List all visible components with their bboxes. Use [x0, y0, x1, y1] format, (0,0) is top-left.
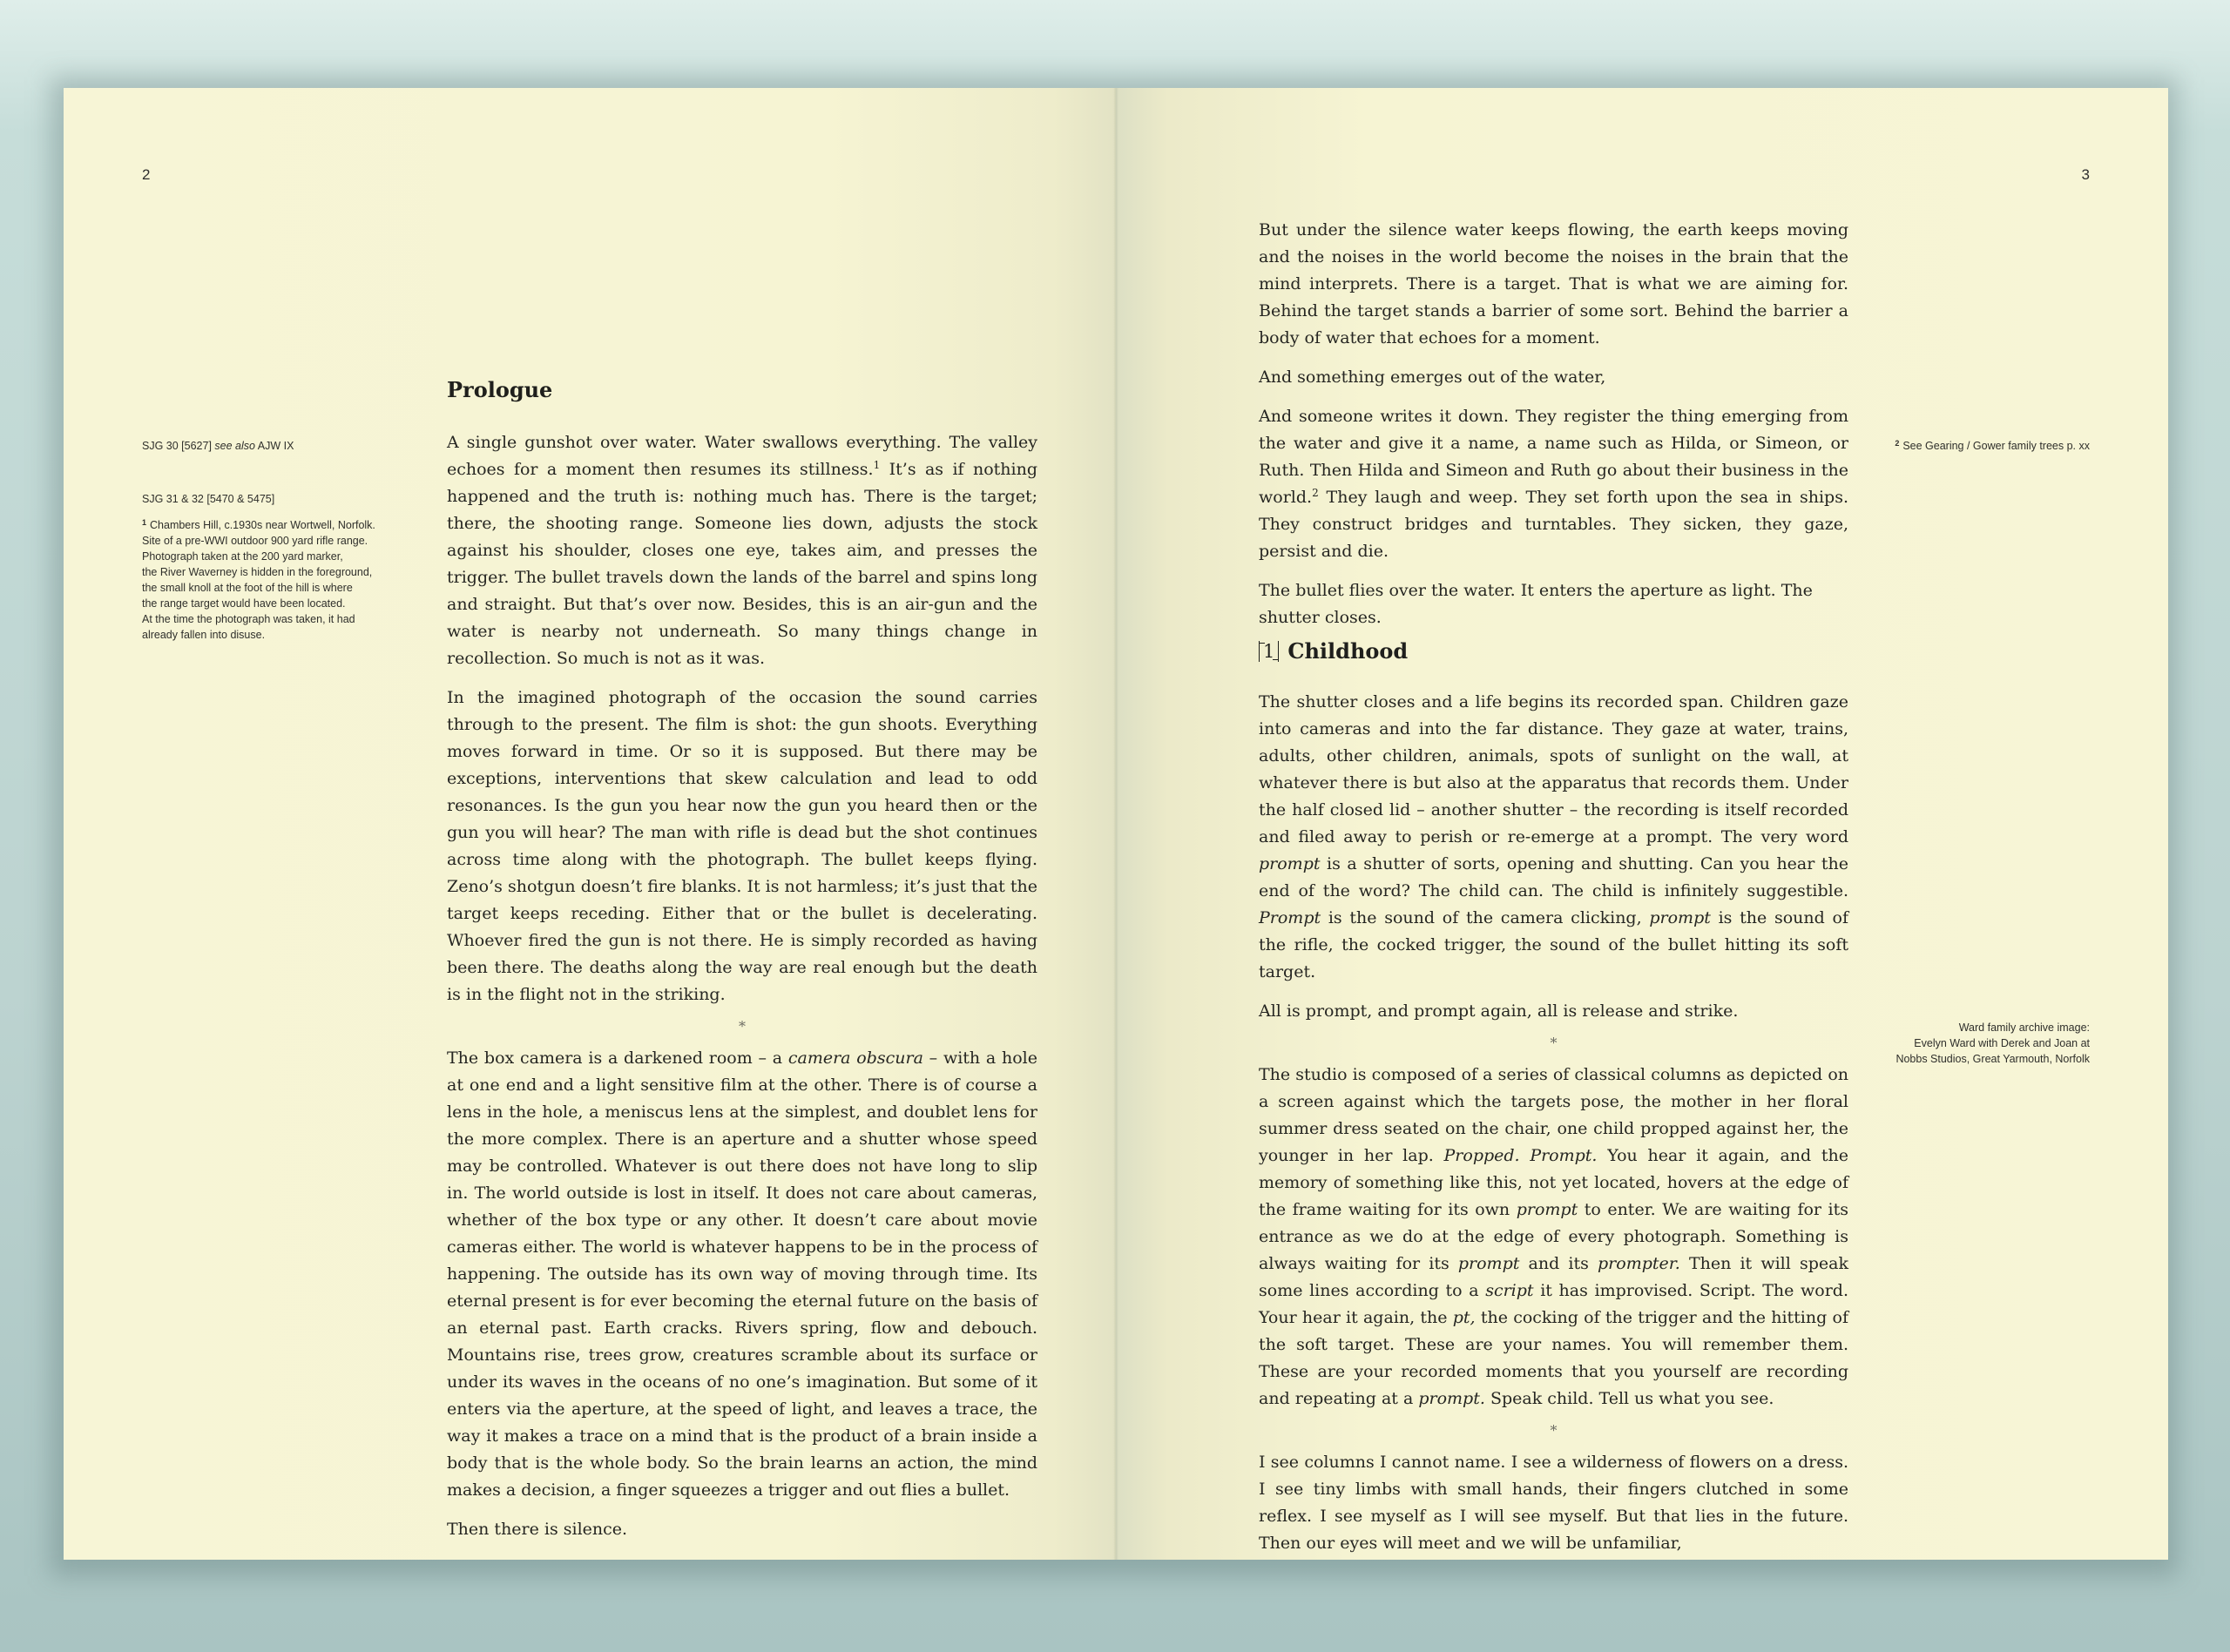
margin-reference-1: SJG 30 [5627] see also AJW IX [142, 440, 294, 452]
section-separator: * [1550, 1422, 1558, 1439]
paragraph: Then there is silence. [447, 1520, 628, 1539]
book-gutter [1113, 88, 1118, 1560]
section-heading-childhood: 1 Childhood [1259, 638, 1408, 664]
right-body-text-top [1259, 217, 1848, 644]
footnote-ref-1: 1 [873, 459, 881, 471]
chapter-number: 1 [1259, 641, 1279, 662]
page-number-right: 3 [2081, 166, 2090, 183]
paragraph: But under the silence water keeps flowing, the earth keeps moving and the noises in the world become the noises in the brain that the mind interprets. There is a target. That is what we are aiming for. Behind the target stands a barrier of some sort. Behind the barrier a body of water that echoes for a moment. [1259, 220, 1848, 347]
paragraph: And something emerges out of the water, [1259, 367, 1606, 387]
paragraph: The studio is composed of a series of classical columns as depicted on a screen against which the targets pose, the mother in her floral summer dress seated on the chair, one child propped against her, the younger in her lap. Propped. Prompt. You hear it again, and the memory of something like this, not yet located, hovers at the edge of the frame waiting for its own prompt to enter. We are waiting for its entrance as we do at the edge of every photograph. Something is always waiting for its prompt and its prompter. Then it will speak some lines according to a script it has improvised. Script. The word. Your hear it again, the pt, the cocking of the trigger and the hitting of the soft target. These are your names. You will remember them. These are your recorded moments that you yourself are recording and repeating at a prompt. Speak child. Tell us what you see. [1259, 1065, 1849, 1408]
footnote-ref-2: 2 [1312, 487, 1319, 499]
footnote-2: $^2$ See Gearing / Gower family trees p. xx [1895, 439, 2090, 452]
paragraph: All is prompt, and prompt again, all is release and strike. [1259, 1001, 1739, 1021]
section-separator: * [1550, 1035, 1558, 1051]
section-heading-prologue: Prologue [447, 377, 553, 402]
paragraph: In the imagined photograph of the occasion the sound carries through to the present. The film is shot: the gun shoots. Everything moves forward in time. Or so it is supposed. But there may be exceptions, interventions that skew calculation and lead to odd resonances. Is the gun you hear now the gun you heard then or the gun you will hear? The man with rifle is dead but the shot continues across time along with the photograph. The bullet keeps flying. Zeno’s shotgun doesn’t fire blanks. It is not harmless; it’s just that the target keeps receding. Either that or the bullet is decelerating. Whoever fired the gun is not there. He is simply recorded as having been there. The deaths along the way are real enough but the death is in the flight not in the striking. [447, 688, 1037, 1004]
paragraph: The box camera is a darkened room – a camera obscura – with a hole at one end and a light sensitive film at the other. There is of course a lens in the hole, a meniscus lens at the simplest, and doublet lens for the more complex. There is an aperture and a shutter whose speed may be controlled. Whatever is out there does not have long to slip in. The world outside is lost in itself. It does not care about cameras, whether of the box type or any other. It doesn’t care about movie cameras either. The world is whatever happens to be in the process of happening. The outside has its own way of moving through time. Its eternal present is for ever becoming the eternal future on the basis of an eternal past. Earth cracks. Rivers spring, flow and debouch. Mountains rise, trees grow, creatures scramble about its surface or under its waves in the oceans of no one’s imagination. But some of it enters via the aperture, at the speed of light, and leaves a trace, the way it makes a trace on a mind that is the product of a brain inside a body that is the whole body. So the brain learns an action, the mind makes a decision, a finger squeezes a trigger and out flies a bullet. [447, 1049, 1037, 1500]
paragraph: The bullet flies over the water. It enters the aperture as light. The shutter closes. [1259, 581, 1813, 627]
paragraph: I see columns I cannot name. I see a wilderness of flowers on a dress. I see tiny limbs with small hands, their fingers clutched in some reflex. I see myself as I will see myself. But that lies in the future. Then our eyes will meet and we will be unfamiliar, [1259, 1453, 1848, 1553]
book-spread [64, 88, 2168, 1560]
section-separator: * [739, 1018, 746, 1035]
left-page [64, 88, 1116, 1560]
page-number-left: 2 [142, 166, 151, 183]
margin-reference-2: SJG 31 & 32 [5470 & 5475] [142, 493, 275, 505]
left-body-text [447, 429, 1037, 1555]
paragraph: A single gunshot over water. Water swallows everything. The valley echoes for a moment then resumes its stillness.$^1$ It’s as if nothing happened and the truth is: nothing much has. There is the target; there, the shooting range. Someone lies down, adjusts the stock against his shoulder, closes one eye, takes aim, and presses the trigger. The bullet travels down the lands of the barrel and spins long and straight. But that’s over now. Besides, this is an air-gun and the water is nearby not underneath. So many things change in recollection. So much is not as it was. [447, 433, 1037, 668]
paragraph: And someone writes it down. They register the thing emerging from the water and give it a name, a name such as Hilda, or Simeon, or Ruth. Then Hilda and Simeon and Ruth go about their business in the world.$^2$ They laugh and weep. They set forth upon the sea in ships. They construct bridges and turntables. They sicken, they gaze, persist and die. [1259, 407, 1848, 561]
image-caption: Ward family archive image: Evelyn Ward with Derek and Joan at Nobbs Studios, Great Yarmouth, Norfolk [1896, 1022, 2090, 1065]
footnote-2-number: 2 [1895, 439, 1900, 448]
paragraph: The shutter closes and a life begins its recorded span. Children gaze into cameras and into the far distance. They gaze at water, trains, adults, other children, animals, spots of sunlight on the wall, at whatever there is but also at the apparatus that records them. Under the half closed lid – another shutter – the recording is itself recorded and filed away to perish or re-emerge at a prompt. The very word prompt is a shutter of sorts, opening and shutting. Can you hear the end of the word? The child can. The child is infinitely suggestible. Prompt is the sound of the camera clicking, prompt is the sound of the rifle, the cocked trigger, the sound of the bullet hitting its soft target. [1259, 692, 1849, 981]
footnote-1: $^1$ Chambers Hill, c.1930s near Wortwell, Norfolk. Site of a pre-WWI outdoor 900 yard rifle range. Photograph taken at the 200 yard marker, the River Waverney is hidden in the foreground, the small knoll at the foot of the hill is where the range target would have been located. At the time the photograph was taken, it had already fallen into disuse. [142, 518, 375, 641]
footnote-1-number: 1 [142, 518, 147, 527]
right-body-text-childhood [1259, 689, 1848, 1569]
